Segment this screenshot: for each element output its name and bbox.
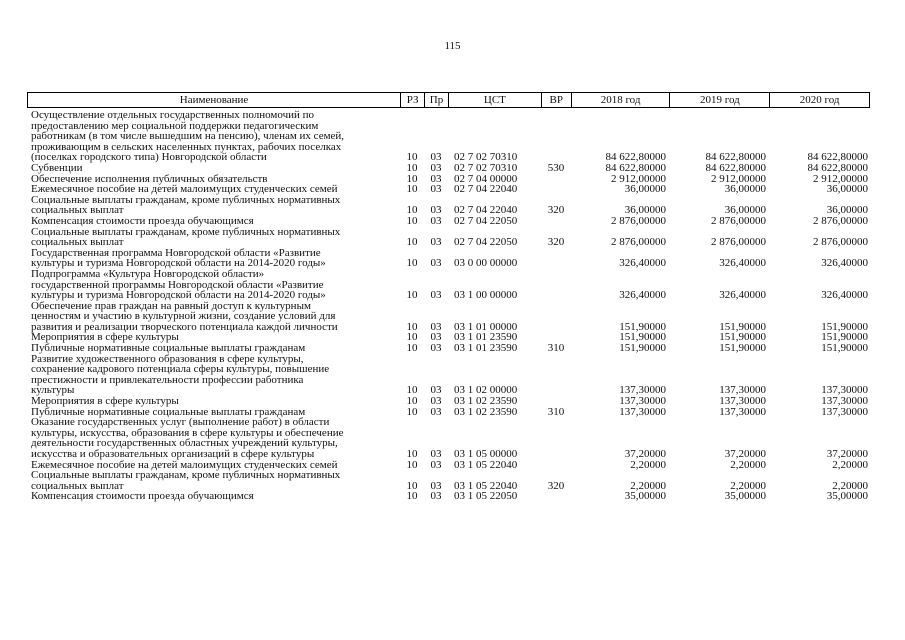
row-name-line: культуры и туризма Новгородской области на 2014-2020 годы» xyxy=(31,289,326,302)
row-cst: 03 1 01 00000 xyxy=(454,320,518,333)
row-cst: 02 7 04 22050 xyxy=(454,236,518,249)
row-name-line: Обеспечение прав граждан на равный доступ к культурным xyxy=(31,299,311,312)
row-2020: 151,90000 xyxy=(821,320,868,333)
row-name-line: социальных выплат xyxy=(31,204,124,217)
page-number: 115 xyxy=(444,40,461,52)
row-pr: 03 xyxy=(430,161,442,174)
row-pr: 03 xyxy=(430,448,442,460)
row-vr: 320 xyxy=(547,204,565,217)
row-name-line: Подпрограмма «Культура Новгородской области» xyxy=(31,267,265,280)
table-row xyxy=(27,248,870,269)
row-name-line: Социальные выплаты гражданам, кроме публичных нормативных xyxy=(31,225,341,238)
row-name xyxy=(27,163,400,174)
row-2019: 326,40000 xyxy=(719,289,766,302)
row-cst: 03 1 02 00000 xyxy=(454,384,518,397)
row-name xyxy=(27,216,400,227)
row-2019: 137,30000 xyxy=(719,384,766,397)
row-name-line: социальных выплат xyxy=(31,236,124,249)
row-2019: 151,90000 xyxy=(719,320,766,333)
row-2020: 326,40000 xyxy=(821,257,868,270)
header-2020: 2020 год xyxy=(769,93,869,107)
row-pr: 03 xyxy=(430,214,442,227)
row-cst: 03 1 01 23590 xyxy=(454,331,518,344)
row-rz: 10 xyxy=(406,289,418,302)
row-pr: 03 xyxy=(430,320,442,333)
row-2018: 151,90000 xyxy=(619,342,666,355)
table-row xyxy=(27,195,870,216)
row-name-line: Оказание государственных услуг (выполнение работ) в области xyxy=(31,416,330,429)
row-name-line: ценностям и участию в культурной жизни, создание условий для xyxy=(31,310,336,323)
row-2018: 151,90000 xyxy=(619,331,666,344)
row-2018: 2 876,00000 xyxy=(611,214,666,227)
row-cst: 02 7 02 70310 xyxy=(454,161,518,174)
row-pr: 03 xyxy=(430,490,442,503)
table-row xyxy=(27,216,870,227)
row-cst: 02 7 04 00000 xyxy=(454,172,518,185)
row-rz: 10 xyxy=(406,257,418,270)
row-pr: 03 xyxy=(430,384,442,397)
table-row xyxy=(27,227,870,248)
row-2020: 36,00000 xyxy=(826,204,868,217)
row-pr: 03 xyxy=(430,172,442,185)
row-rz: 10 xyxy=(406,172,418,185)
row-2020: 2,20000 xyxy=(832,479,868,492)
row-name-line: Государственная программа Новгородской области «Развитие xyxy=(31,246,321,259)
row-2020: 137,30000 xyxy=(821,405,868,418)
row-rz: 10 xyxy=(406,236,418,249)
row-cst: 02 7 04 22040 xyxy=(454,204,518,217)
row-2018: 35,00000 xyxy=(624,490,666,503)
row-name-line: Субвенции xyxy=(31,161,83,174)
row-name-line: работникам (в том числе вышедшим на пенсию), членам их семей, xyxy=(31,130,345,143)
header-vr: ВР xyxy=(541,93,571,107)
row-rz: 10 xyxy=(406,151,418,164)
row-cst: 03 1 00 00000 xyxy=(454,289,518,302)
row-2020: 35,00000 xyxy=(826,490,868,503)
row-name-line: Ежемесячное пособие на детей малоимущих студенческих семей xyxy=(31,458,338,471)
row-2018: 37,20000 xyxy=(624,448,666,460)
row-cst: 03 1 05 00000 xyxy=(454,448,518,460)
row-2020: 2 876,00000 xyxy=(813,214,868,227)
row-name-line: Развитие художественного образования в сфере культуры, xyxy=(31,352,304,365)
row-rz: 10 xyxy=(406,405,418,418)
row-cst: 03 1 02 23590 xyxy=(454,405,518,418)
row-cst: 02 7 04 22040 xyxy=(454,183,518,196)
row-2019: 151,90000 xyxy=(719,342,766,355)
row-rz: 10 xyxy=(406,458,418,471)
row-name xyxy=(27,301,400,333)
header-name: Наименование xyxy=(179,94,249,106)
row-name-line: развития и реализации творческого потенциала каждой личности xyxy=(31,320,338,333)
table-row xyxy=(27,417,870,459)
row-pr: 03 xyxy=(430,331,442,344)
row-2020: 37,20000 xyxy=(826,448,868,460)
row-name xyxy=(27,110,400,163)
row-2018: 326,40000 xyxy=(619,289,666,302)
row-2020: 36,00000 xyxy=(826,183,868,196)
row-name-line: Осуществление отдельных государственных полномочий по xyxy=(31,109,315,121)
row-name xyxy=(27,269,400,301)
row-2018: 151,90000 xyxy=(619,320,666,333)
row-name-line: культуры, искусства, образования в сфере культуры и обеспечение xyxy=(31,426,344,439)
row-cst: 03 0 00 00000 xyxy=(454,257,518,270)
row-2018: 326,40000 xyxy=(619,257,666,270)
row-name-line: Социальные выплаты гражданам, кроме публичных нормативных xyxy=(31,469,341,482)
row-2020: 84 622,80000 xyxy=(807,151,868,164)
row-pr: 03 xyxy=(430,204,442,217)
header-cst: ЦСТ xyxy=(448,93,541,107)
row-2019: 326,40000 xyxy=(719,257,766,270)
row-rz: 10 xyxy=(406,320,418,333)
row-2018: 137,30000 xyxy=(619,405,666,418)
row-cst: 02 7 04 22050 xyxy=(454,214,518,227)
table-row xyxy=(27,470,870,491)
row-name xyxy=(27,417,400,459)
row-2020: 151,90000 xyxy=(821,331,868,344)
row-name-line: культуры xyxy=(31,384,75,397)
row-2018: 84 622,80000 xyxy=(605,161,666,174)
row-rz: 10 xyxy=(406,204,418,217)
row-2018: 2,20000 xyxy=(630,479,666,492)
row-2019: 2,20000 xyxy=(730,479,766,492)
row-pr: 03 xyxy=(430,257,442,270)
row-pr: 03 xyxy=(430,479,442,492)
row-rz: 10 xyxy=(406,342,418,355)
row-2019: 2 876,00000 xyxy=(711,236,766,249)
row-name xyxy=(27,470,400,491)
row-2019: 35,00000 xyxy=(724,490,766,503)
row-vr: 530 xyxy=(547,161,565,174)
row-pr: 03 xyxy=(430,342,442,355)
row-name-line: Мероприятия в сфере культуры xyxy=(31,331,179,344)
row-vr: 310 xyxy=(547,342,565,355)
row-2019: 151,90000 xyxy=(719,331,766,344)
header-rz: РЗ xyxy=(400,93,424,107)
row-name-line: Мероприятия в сфере культуры xyxy=(31,395,179,408)
row-name-line: Публичные нормативные социальные выплаты гражданам xyxy=(31,405,306,418)
row-name-line: Обеспечение исполнения публичных обязательств xyxy=(31,172,268,185)
row-2019: 2 912,00000 xyxy=(711,172,766,185)
row-name-line: (поселках городского типа) Новгородской области xyxy=(31,151,267,164)
row-vr: 320 xyxy=(547,479,565,492)
table-row xyxy=(27,301,870,333)
row-rz: 10 xyxy=(406,214,418,227)
row-2019: 2 876,00000 xyxy=(711,214,766,227)
row-cst: 03 1 05 22040 xyxy=(454,479,518,492)
row-name xyxy=(27,248,400,269)
row-name-line: Компенсация стоимости проезда обучающимся xyxy=(31,214,254,227)
row-name xyxy=(27,227,400,248)
row-name-line: престижности и привлекательности профессии работника xyxy=(31,373,304,386)
row-2018: 2 876,00000 xyxy=(611,236,666,249)
row-cst: 03 1 02 23590 xyxy=(454,395,518,408)
row-2020: 137,30000 xyxy=(821,384,868,397)
row-rz: 10 xyxy=(406,479,418,492)
row-2020: 2 876,00000 xyxy=(813,236,868,249)
row-rz: 10 xyxy=(406,395,418,408)
row-name-line: Компенсация стоимости проезда обучающимся xyxy=(31,490,254,503)
row-rz: 10 xyxy=(406,331,418,344)
row-vr: 310 xyxy=(547,405,565,418)
row-2018: 36,00000 xyxy=(624,183,666,196)
header-2018: 2018 год xyxy=(571,93,670,107)
row-pr: 03 xyxy=(430,405,442,418)
row-name-line: Социальные выплаты гражданам, кроме публичных нормативных xyxy=(31,193,341,206)
row-rz: 10 xyxy=(406,490,418,503)
row-name xyxy=(27,195,400,216)
row-cst: 02 7 02 70310 xyxy=(454,151,518,164)
row-2020: 326,40000 xyxy=(821,289,868,302)
row-2018: 84 622,80000 xyxy=(605,151,666,164)
row-name xyxy=(27,354,400,396)
table-header xyxy=(27,92,870,108)
row-name-line: Публичные нормативные социальные выплаты гражданам xyxy=(31,342,306,355)
row-rz: 10 xyxy=(406,161,418,174)
budget-table xyxy=(27,92,870,502)
row-2019: 36,00000 xyxy=(724,204,766,217)
row-cst: 03 1 05 22040 xyxy=(454,458,518,471)
row-name-line: искусства и образовательных организаций в сфере культуры xyxy=(31,448,315,460)
row-2019: 36,00000 xyxy=(724,183,766,196)
table-body xyxy=(27,110,870,502)
row-name-line: культуры и туризма Новгородской области на 2014-2020 годы» xyxy=(31,257,326,270)
row-pr: 03 xyxy=(430,183,442,196)
row-2020: 84 622,80000 xyxy=(807,161,868,174)
row-2019: 84 622,80000 xyxy=(705,151,766,164)
row-2018: 137,30000 xyxy=(619,384,666,397)
row-name-line: Ежемесячное пособие на детей малоимущих студенческих семей xyxy=(31,183,338,196)
row-2018: 2,20000 xyxy=(630,458,666,471)
row-name-line: предоставлению мер социальной поддержки педагогическим xyxy=(31,119,319,132)
table-row xyxy=(27,163,870,174)
table-row xyxy=(27,491,870,502)
table-row xyxy=(27,110,870,163)
row-pr: 03 xyxy=(430,458,442,471)
row-2020: 2 912,00000 xyxy=(813,172,868,185)
row-cst: 03 1 05 22050 xyxy=(454,490,518,503)
row-2019: 137,30000 xyxy=(719,405,766,418)
row-pr: 03 xyxy=(430,395,442,408)
row-name xyxy=(27,491,400,502)
row-name-line: государственной программы Новгородской области «Развитие xyxy=(31,278,324,291)
row-pr: 03 xyxy=(430,236,442,249)
row-2019: 84 622,80000 xyxy=(705,161,766,174)
row-cst: 03 1 01 23590 xyxy=(454,342,518,355)
row-name-line: деятельности государственных областных учреждений культуры, xyxy=(31,437,338,450)
row-pr: 03 xyxy=(430,151,442,164)
row-2020: 137,30000 xyxy=(821,395,868,408)
table-row xyxy=(27,354,870,396)
row-rz: 10 xyxy=(406,384,418,397)
row-name-line: социальных выплат xyxy=(31,479,124,492)
row-name-line: проживающим в сельских населенных пунктах, рабочих поселках xyxy=(31,140,342,153)
row-2020: 2,20000 xyxy=(832,458,868,471)
row-2019: 137,30000 xyxy=(719,395,766,408)
row-2019: 37,20000 xyxy=(724,448,766,460)
row-2018: 2 912,00000 xyxy=(611,172,666,185)
row-pr: 03 xyxy=(430,289,442,302)
row-rz: 10 xyxy=(406,183,418,196)
row-vr: 320 xyxy=(547,236,565,249)
row-2018: 36,00000 xyxy=(624,204,666,217)
header-2019: 2019 год xyxy=(669,93,769,107)
row-2020: 151,90000 xyxy=(821,342,868,355)
row-2018: 137,30000 xyxy=(619,395,666,408)
table-row xyxy=(27,269,870,301)
row-rz: 10 xyxy=(406,448,418,460)
row-2019: 2,20000 xyxy=(730,458,766,471)
row-name-line: сохранение кадрового потенциала сферы культуры, повышение xyxy=(31,363,330,376)
header-pr: Пр xyxy=(424,93,448,107)
